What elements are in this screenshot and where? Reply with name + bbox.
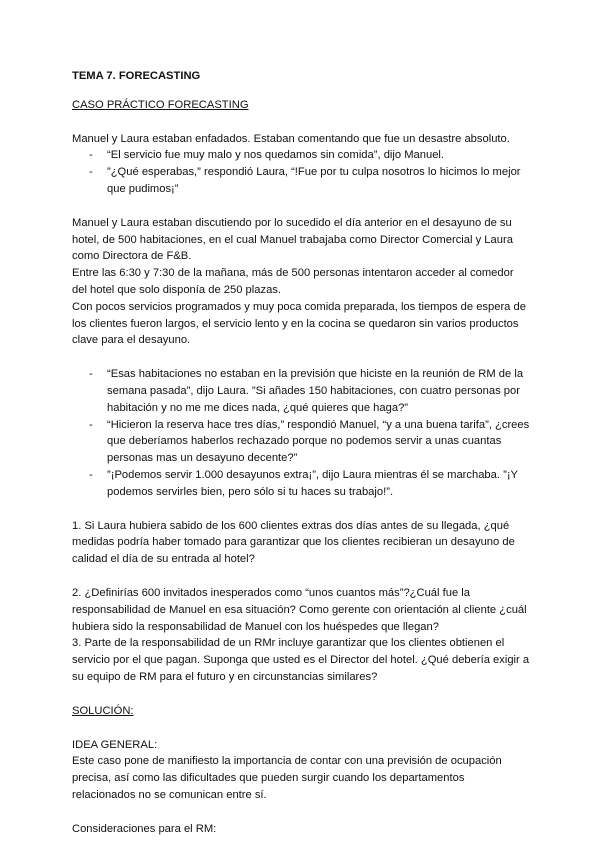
- question-2: 2. ¿Definirías 600 invitados inesperados como “unos cuantos más”?¿Cuál fue la responsabilidad de Manuel en esa situación? Como gerente con orientación al cliente ¿cuál hubiera sido la responsabilidad de Manuel con los huéspedes que llegan?: [72, 586, 527, 633]
- list-item: - “Hicieron la reserva hace tres días,” respondió Manuel, “y a una buena tarifa”, ¿crees que deberíamos haberlos rechazado porque no podemos servir a unas cuantas personas mas un desayuno decente?”: [72, 417, 530, 467]
- dialog-list-1: [72, 147, 530, 197]
- question-1: 1. Si Laura hubiera sabido de los 600 clientes extras dos días antes de su llegada, ¿qué medidas podría haber tomado para garantizar que los clientes recibieran un desayuno de calidad el día de su entrada al hotel?: [72, 519, 515, 566]
- list-item: - “El servicio fue muy malo y nos quedamos sin comida”, dijo Manuel.: [72, 147, 530, 164]
- page-title: TEMA 7. FORECASTING: [72, 70, 201, 82]
- context-paragraph: Con pocos servicios programados y muy poca comida preparada, los tiempos de espera de los clientes fueron largos, el servicio lento y en la cocina se quedaron sin varios productos clave para el desayuno.: [72, 300, 526, 347]
- context-paragraph: Manuel y Laura estaban discutiendo por lo sucedido el día anterior en el desayuno de su hotel, de 500 habitaciones, en el cual Manuel trabajaba como Director Comercial y Laura como Directora de F&B.: [72, 216, 513, 263]
- document-page: [72, 68, 530, 837]
- context-paragraph: Entre las 6:30 y 7:30 de la mañana, más de 500 personas intentaron acceder al comedor del hotel que solo disponía de 250 plazas.: [72, 267, 514, 296]
- list-item: - ”¡Podemos servir 1.000 desayunos extra¡”, dijo Laura mientras él se marchaba. ”¡Y podemos servirles bien, pero sólo si tu haces su trabajo!”.: [72, 467, 530, 501]
- intro-paragraph: Manuel y Laura estaban enfadados. Estaban comentando que fue un desastre absoluto.: [72, 132, 510, 145]
- idea-heading: IDEA GENERAL:: [72, 738, 158, 751]
- idea-paragraph: Este caso pone de manifiesto la importancia de contar con una previsión de ocupación precisa, así como las dificultades que pueden surgir cuando los departamentos relacionados no se comunican entre sí.: [72, 755, 502, 801]
- case-heading: CASO PRÁCTICO FORECASTING: [72, 98, 249, 111]
- question-3: 3. Parte de la responsabilidad de un RMr incluye garantizar que los clientes obtienen el servicio por el que pagan. Suponga que usted es el Director del hotel. ¿Qué debería exigir a su equipo de RM para el futuro y en circunstancias similares?: [72, 637, 530, 683]
- list-item: - ”¿Qué esperabas,” respondió Laura, “!Fue por tu culpa nosotros lo hicimos lo mejor que pudimos¡”: [72, 164, 530, 198]
- solution-heading: SOLUCIÓN:: [72, 704, 134, 717]
- list-item: - “Esas habitaciones no estaban en la previsión que hiciste en la reunión de RM de la semana pasada”, dijo Laura. ”Si añades 150 habitaciones, con cuatro personas por habitación y no me me dices nada, ¿qué quieres que haga?”: [72, 366, 530, 416]
- dialog-list-2: [72, 366, 530, 500]
- considerations-heading: Consideraciones para el RM:: [72, 822, 217, 835]
